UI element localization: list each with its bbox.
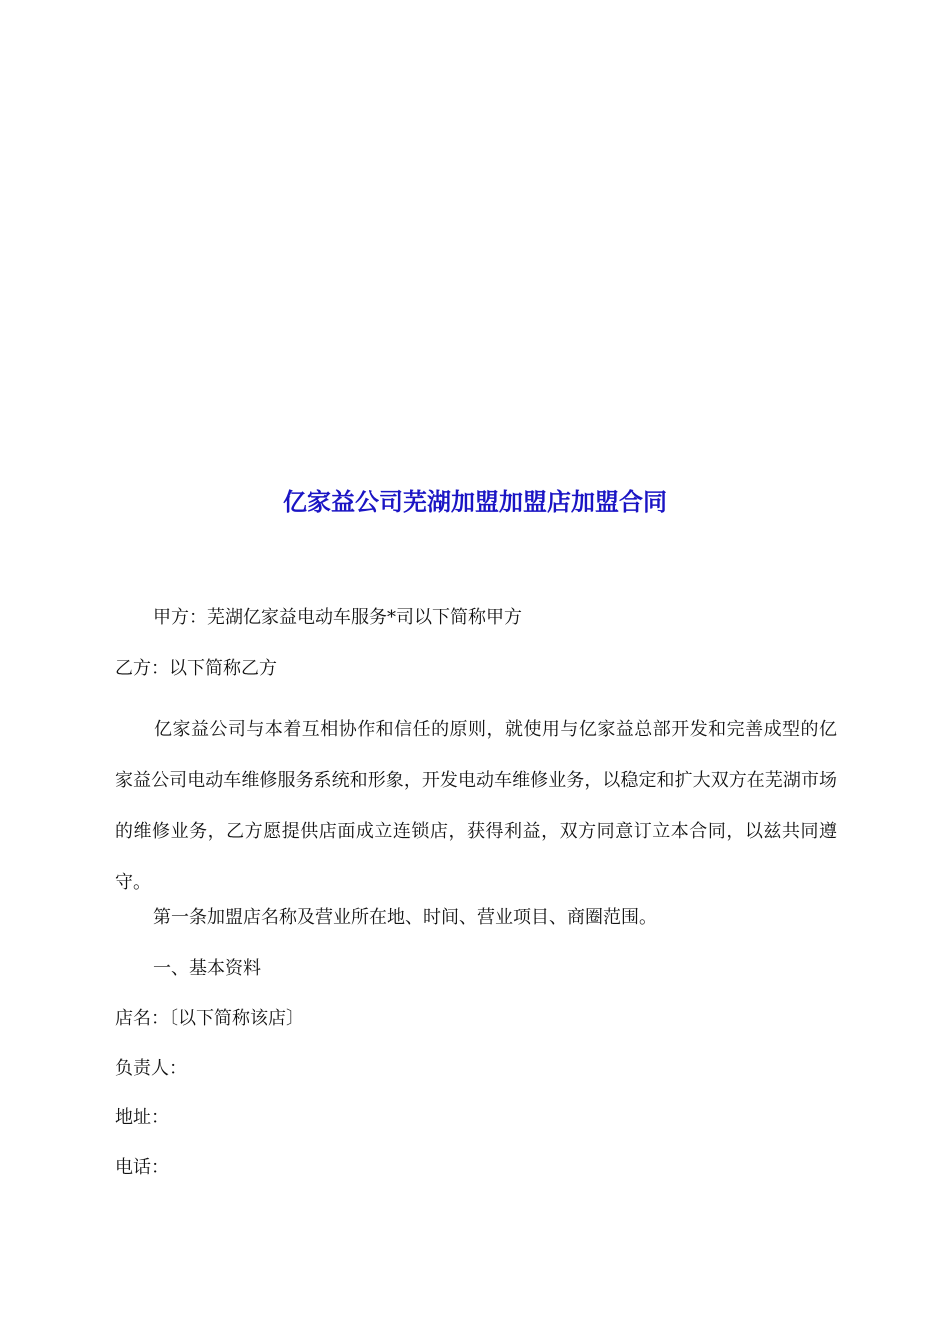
store-name-field: 店名：〔以下简称该店〕 xyxy=(115,1008,304,1029)
preamble-paragraph: 亿家益公司与本着互相协作和信任的原则，就使用与亿家益总部开发和完善成型的亿家益公司电动车维修服务系统和形象，开发电动车维修业务，以稳定和扩大双方在芜湖市场的维修业务，乙方愿提供店面成立连锁店，获得利益，双方同意订立本合同，以兹共同遵守。 xyxy=(115,719,837,893)
article-1-heading: 第一条加盟店名称及营业所在地、时间、营业项目、商圈范围。 xyxy=(153,907,657,928)
party-b-line: 乙方：以下简称乙方 xyxy=(115,658,277,679)
document-title: 亿家益公司芜湖加盟加盟店加盟合同 xyxy=(283,488,667,516)
phone-field: 电话： xyxy=(115,1157,169,1178)
address-field: 地址： xyxy=(115,1107,169,1128)
person-in-charge-field: 负责人： xyxy=(115,1058,187,1079)
section-basic-info: 一、基本资料 xyxy=(153,958,261,979)
party-a-line: 甲方：芜湖亿家益电动车服务*司以下简称甲方 xyxy=(153,607,522,628)
